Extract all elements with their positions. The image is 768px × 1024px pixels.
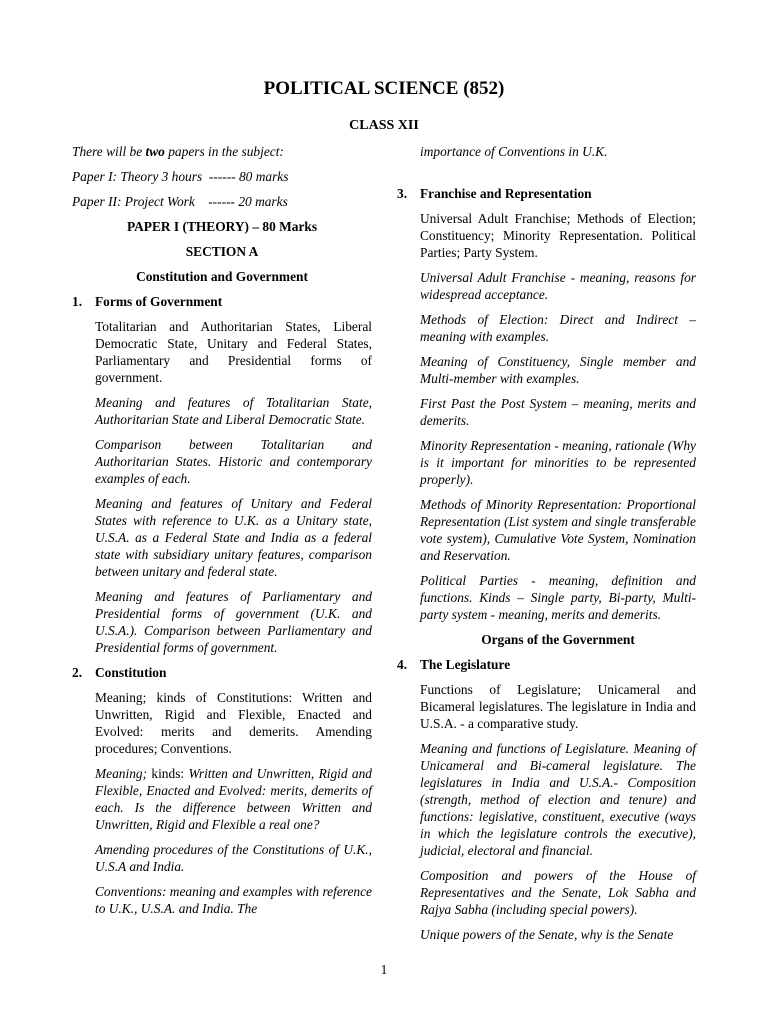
topic-heading: 3. Franchise and Representation	[397, 186, 592, 201]
left-column	[72, 143, 372, 925]
topic-heading: 4. The Legislature	[397, 657, 511, 672]
topic-point: Methods of Minority Representation: Proportional Representation (List system and single transferable vote system), Cumulative Vote System, Nomination and Reservation.	[420, 497, 696, 563]
organs-heading: Organs of the Government	[481, 632, 635, 647]
topic-heading: 1. Forms of Government	[72, 294, 223, 309]
intro-line: There will be two papers in the subject:	[72, 144, 284, 159]
topic-point: Political Parties - meaning, definition and functions. Kinds – Single party, Bi-party, Multi-party system - meaning, merits and demerits.	[420, 573, 696, 622]
section-heading: SECTION A	[185, 244, 259, 259]
topic-point: Meaning and features of Unitary and Federal States with reference to U.K. as a Unitary state, U.S.A. as a Federal State and India as a federal state with subsidiary unitary features, comparison between unitary and federal state.	[95, 496, 372, 579]
topic-point: Meaning of Constituency, Single member and Multi-member with examples.	[420, 354, 696, 386]
class-heading: CLASS XII	[349, 118, 419, 133]
paper-heading: PAPER I (THEORY) – 80 Marks	[126, 219, 318, 234]
continued-text: importance of Conventions in U.K.	[420, 144, 608, 159]
topic-point: Meaning and features of Totalitarian State, Authoritarian State and Liberal Democratic State.	[95, 395, 372, 427]
topic-point: Composition and powers of the House of Representatives and the Senate, Lok Sabha and Rajya Sabha (including special powers).	[420, 868, 696, 917]
topic-point: Meaning and features of Parliamentary and Presidential forms of government (U.K. and U.S.A.). Comparison between Parliamentary and Presidential forms of government.	[95, 589, 372, 655]
section-subheading: Constitution and Government	[136, 269, 308, 284]
paper-1-line: Paper I: Theory 3 hours ------ 80 marks	[72, 169, 289, 184]
topic-point: Unique powers of the Senate, why is the Senate	[420, 927, 674, 942]
paper-2-line: Paper II: Project Work ------ 20 marks	[72, 194, 288, 209]
topic-point: Minority Representation - meaning, rationale (Why is it important for minorities to be represented properly).	[420, 438, 696, 487]
page-title: POLITICAL SCIENCE (852)	[263, 78, 505, 99]
topic-summary: Totalitarian and Authoritarian States, Liberal Democratic State, Unitary and Federal States, Parliamentary and Presidential forms of government.	[95, 319, 372, 385]
topic-heading: 2. Constitution	[72, 665, 167, 680]
topic-summary: Functions of Legislature; Unicameral and Bicameral legislatures. The legislature in India and U.S.A. - a comparative study.	[420, 682, 696, 731]
topic-point: Meaning and functions of Legislature. Meaning of Unicameral and Bi-cameral legislature. The legislatures in India and U.S.A.- Composition (strength, method of election and tenure) and functions: legislative, constituent, executive (ways in which the legislature controls the executive), judicial, electoral and financial.	[420, 741, 696, 858]
topic-point: Conventions: meaning and examples with reference to U.K., U.S.A. and India. The	[95, 884, 372, 916]
topic-point: Universal Adult Franchise - meaning, reasons for widespread acceptance.	[420, 270, 696, 302]
topic-summary: Meaning; kinds of Constitutions: Written and Unwritten, Rigid and Flexible, Enacted and Evolved: merits and demerits. Amending procedures; Conventions.	[95, 690, 372, 756]
intro-bold: two	[145, 144, 165, 159]
topic-point: Methods of Election: Direct and Indirect – meaning with examples.	[420, 312, 696, 344]
page-number: 1	[380, 962, 388, 977]
topic-point: First Past the Post System – meaning, merits and demerits.	[420, 396, 696, 428]
right-column	[397, 143, 696, 951]
topic-summary: Universal Adult Franchise; Methods of Election; Constituency; Minority Representation. Political Parties; Party System.	[420, 211, 696, 260]
topic-point: Comparison between Totalitarian and Authoritarian States. Historic and contemporary examples of each.	[95, 437, 372, 486]
topic-point: Meaning; kinds: Written and Unwritten, Rigid and Flexible, Enacted and Evolved: merits, demerits of each. Is the difference between Written and Unwritten, Rigid and Flexible a real one?	[95, 766, 372, 832]
topic-point: Amending procedures of the Constitutions of U.K., U.S.A and India.	[95, 842, 372, 874]
